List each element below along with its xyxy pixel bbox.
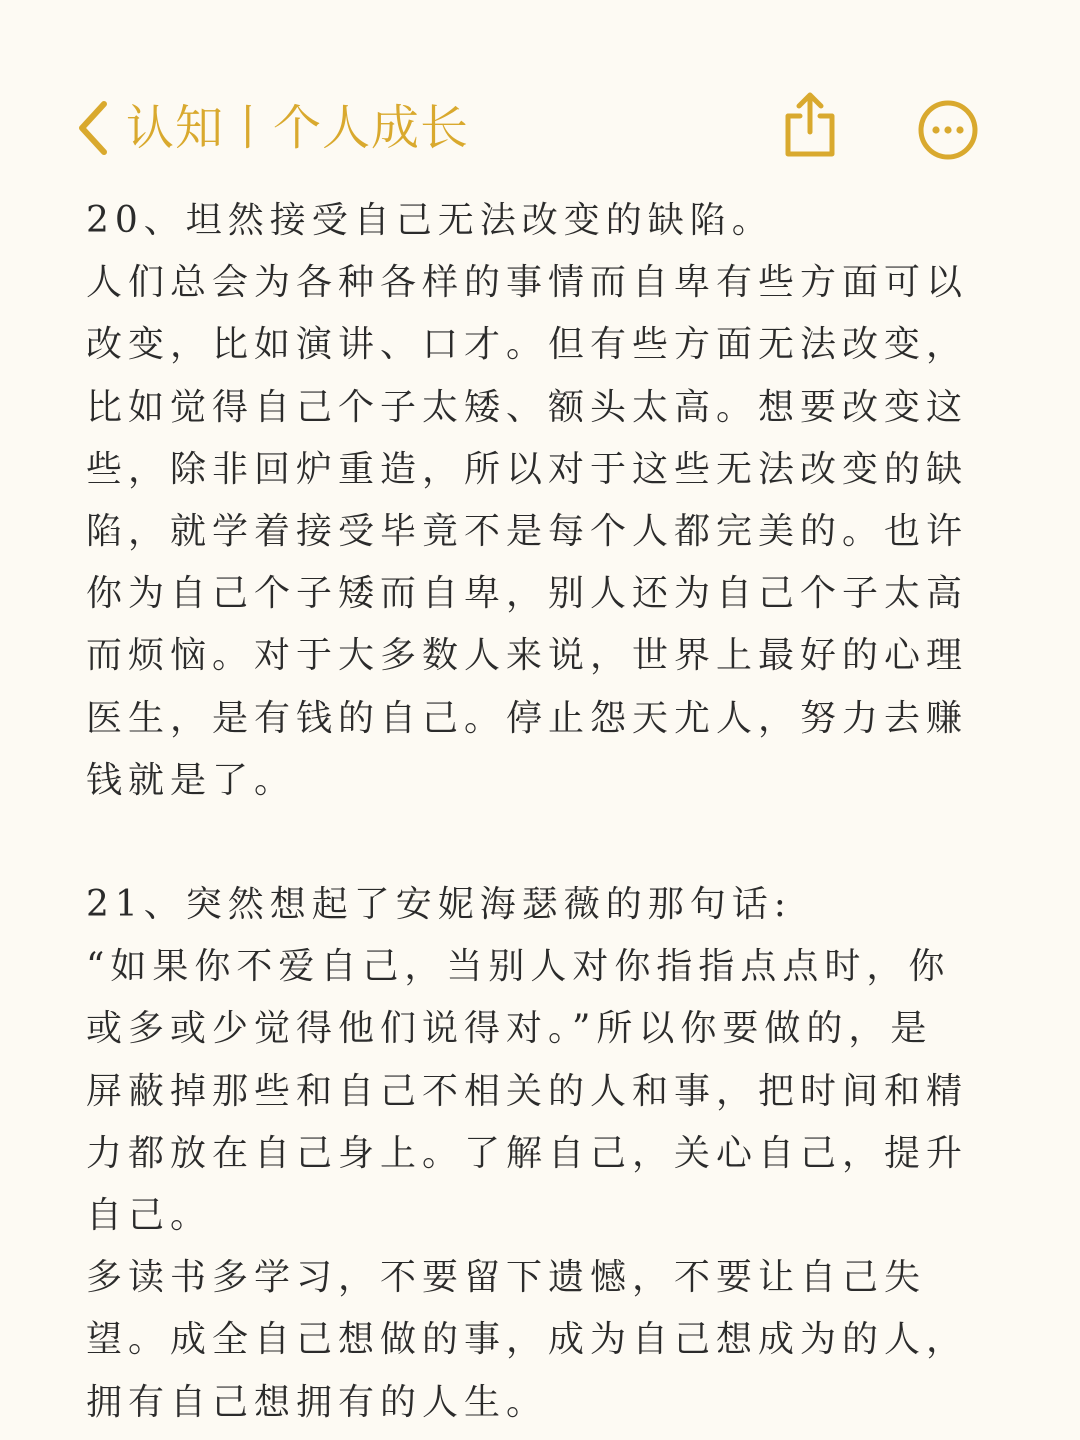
folder-title: 认知丨个人成长 bbox=[126, 100, 470, 156]
back-button[interactable] bbox=[72, 96, 469, 160]
share-icon bbox=[780, 143, 840, 162]
note-paragraph-20: 20、坦然接受自己无法改变的缺陷。 人们总会为各种各样的事情而自卑有些方面可以改变，比如演讲、口才。但有些方面无法改变，比如觉得自己个子太矮、额头太高。想要改变这些，除非回炉重造，所以对于这些无法改变的缺陷，就学着接受毕竟不是每个人都完美的。也许你为自己个子矮而自卑，别人还为自己个子太高而烦恼。对于大多数人来说，世界上最好的心理医生，是有钱的自己。停止怨天尤人，努力去赚钱就是了。 bbox=[86, 200, 969, 801]
note-body[interactable] bbox=[86, 190, 968, 1434]
more-button[interactable] bbox=[916, 98, 980, 166]
note-paragraph-21: 21、突然想起了安妮海瑟薇的那句话: “如果你不爱自己，当别人对你指指点点时，你或多或少觉得他们说得对。”所以你要做的，是屏蔽掉那些和自己不相关的人和事，把时间和精力都放在自己身上。了解自己，关心自己，提升自己。 多读书多学习，不要留下遗憾，不要让自己失望。成全自己想做的事，成为自己想成为的人，拥有自己想拥有的人生。 bbox=[86, 884, 969, 1423]
navigation-bar bbox=[0, 88, 1080, 172]
ellipsis-circle-icon bbox=[916, 147, 980, 166]
share-button[interactable] bbox=[780, 92, 840, 162]
chevron-left-icon bbox=[72, 98, 112, 158]
